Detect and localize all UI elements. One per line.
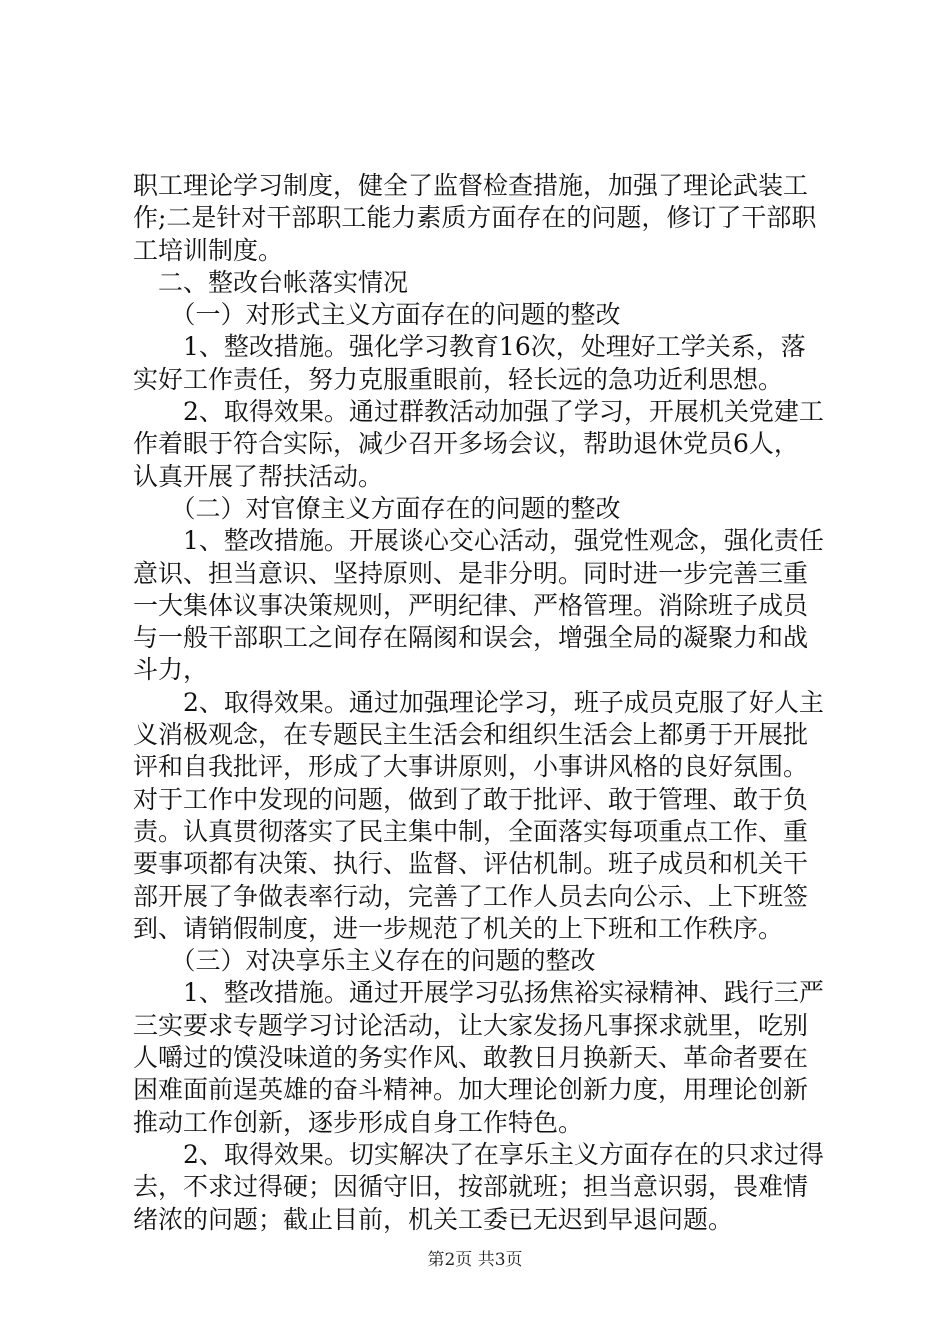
text-line: 2、取得效果。通过加强理论学习，班子成员克服了好人主 — [133, 687, 824, 717]
subsection-heading: （三）对决享乐主义存在的问题的整改 — [133, 946, 596, 976]
text-line: 去，不求过得硬；因循守旧，按部就班；担当意识弱，畏难情 — [133, 1172, 809, 1202]
text-line: 工培训制度。 — [133, 235, 284, 265]
text-line: 困难面前逞英雄的奋斗精神。加大理论创新力度，用理论创新 — [133, 1075, 809, 1105]
page-footer: 第2页 共3页 — [427, 1250, 523, 1270]
text-line: 人嚼过的馍没味道的务实作风、敢教日月换新天、革命者要在 — [133, 1043, 809, 1073]
text-line: 1、整改措施。通过开展学习弘扬焦裕实禄精神、践行三严 — [133, 978, 824, 1008]
text-line: 2、取得效果。切实解决了在享乐主义方面存在的只求过得 — [133, 1139, 824, 1169]
subsection-heading: （二）对官僚主义方面存在的问题的整改 — [133, 493, 621, 523]
text-line: 绪浓的问题；截止目前，机关工委已无迟到早退问题。 — [133, 1204, 734, 1234]
text-line: 责。认真贯彻落实了民主集中制，全面落实每项重点工作、重 — [133, 816, 809, 846]
text-line: 2、取得效果。通过群教活动加强了学习，开展机关党建工 — [133, 397, 824, 427]
text-line: 意识、担当意识、坚持原则、是非分明。同时进一步完善三重 — [133, 558, 809, 588]
text-line: 对于工作中发现的问题，做到了敢于批评、敢于管理、敢于负 — [133, 784, 809, 814]
subsection-heading: （一）对形式主义方面存在的问题的整改 — [133, 300, 621, 330]
text-line: 1、整改措施。强化学习教育16次，处理好工学关系，落 — [133, 332, 806, 362]
document-body — [133, 170, 833, 1236]
text-line: 义消极观念，在专题民主生活会和组织生活会上都勇于开展批 — [133, 720, 809, 750]
text-line: 作;二是针对干部职工能力素质方面存在的问题，修订了干部职 — [133, 203, 817, 233]
text-line: 实好工作责任，努力克服重眼前，轻长远的急功近利思想。 — [133, 364, 784, 394]
text-line: 到、请销假制度，进一步规范了机关的上下班和工作秩序。 — [133, 913, 784, 943]
text-line: 三实要求专题学习讨论活动，让大家发扬凡事探求就里，吃别 — [133, 1010, 809, 1040]
section-heading: 二、整改台帐落实情况 — [133, 267, 409, 297]
text-line: 1、整改措施。开展谈心交心活动，强党性观念，强化责任 — [133, 526, 824, 556]
text-line: 一大集体议事决策规则，严明纪律、严格管理。消除班子成员 — [133, 590, 809, 620]
text-line: 与一般干部职工之间存在隔阂和误会，增强全局的凝聚力和战 — [133, 623, 809, 653]
text-line: 认真开展了帮扶活动。 — [133, 461, 384, 491]
text-line: 要事项都有决策、执行、监督、评估机制。班子成员和机关干 — [133, 849, 809, 879]
text-line: 斗力， — [133, 655, 209, 685]
text-line: 评和自我批评，形成了大事讲原则，小事讲风格的良好氛围。 — [133, 752, 809, 782]
text-line: 职工理论学习制度，健全了监督检查措施，加强了理论武装工 — [133, 171, 809, 200]
text-line: 作着眼于符合实际，减少召开多场会议，帮助退休党员6人， — [133, 429, 799, 459]
text-line: 部开展了争做表率行动，完善了工作人员去向公示、上下班签 — [133, 881, 809, 911]
text-line: 推动工作创新，逐步形成自身工作特色。 — [133, 1107, 584, 1137]
